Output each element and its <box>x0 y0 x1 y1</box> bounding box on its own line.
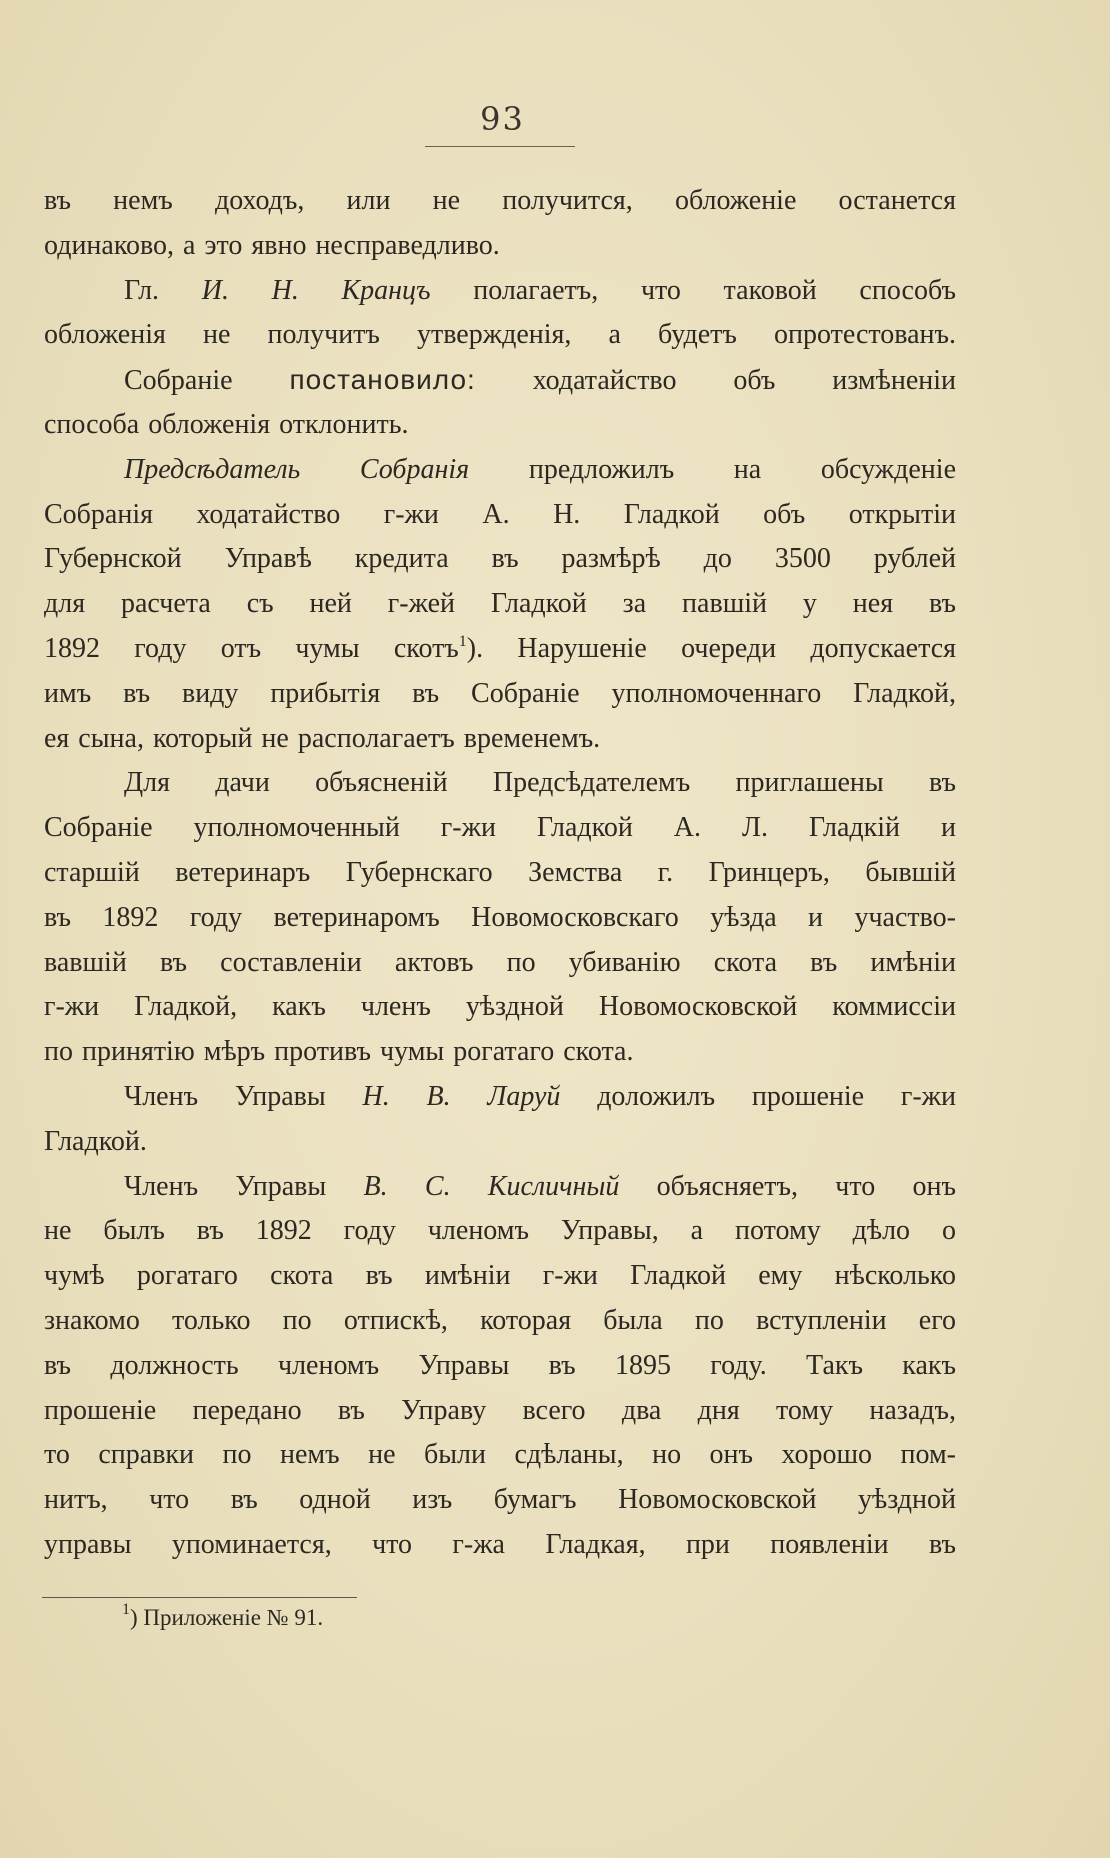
footnote-marker: 1 <box>122 1601 130 1618</box>
text-line: Членъ Управы Н. В. Ларуй доложилъ прошеніе г-жи <box>124 1080 956 1112</box>
person-name: И. Н. Кранцъ <box>201 274 431 306</box>
text-line: не былъ въ 1892 году членомъ Управы, а потому дѣло о <box>44 1215 956 1247</box>
text-line: обложенія не получитъ утвержденія, а будетъ опротестованъ. <box>44 319 956 351</box>
text-line: нитъ, что въ одной изъ бумагъ Новомосковской уѣздной <box>44 1484 956 1516</box>
text-line: въ немъ доходъ, или не получится, обложеніе останется <box>44 185 956 216</box>
text-line: Губернской Управѣ кредита въ размѣрѣ до 3500 рублей <box>44 543 956 575</box>
text-line: въ должность членомъ Управы въ 1895 году. Такъ какъ <box>44 1349 956 1381</box>
text-line: въ 1892 году ветеринаромъ Новомосковскаго уѣзда и участво- <box>44 901 956 933</box>
person-name: Н. В. Ларуй <box>362 1080 561 1112</box>
text-line: имъ въ виду прибытія въ Собраніе уполномоченнаго Гладкой, <box>44 677 956 709</box>
text-line: Членъ Управы В. С. Кисличный объясняетъ, что онъ <box>124 1170 956 1202</box>
body-text <box>44 179 956 1568</box>
text-line: то справки по немъ не были сдѣланы, но онъ хорошо пом- <box>44 1439 956 1471</box>
text-line: Гладкой. <box>44 1125 147 1157</box>
page-number: 93 <box>480 100 525 138</box>
footnote-text: ) Приложеніе № 91. <box>130 1605 324 1630</box>
text-line: Собраніе постановило: ходатайство объ измѣненіи <box>124 364 956 397</box>
text-line: чумѣ рогатаго скота въ имѣніи г-жи Гладкой ему нѣсколько <box>44 1260 956 1292</box>
footnote-ref: 1 <box>458 632 467 650</box>
person-title: Предсѣдатель Собранія <box>124 453 470 485</box>
text-line: знакомо только по отпискѣ, которая была по вступленіи его <box>44 1304 956 1336</box>
footnote-rule <box>42 1597 357 1598</box>
text-line: г-жи Гладкой, какъ членъ уѣздной Новомосковской коммиссіи <box>44 991 956 1023</box>
text-line: ея сына, который не располагаетъ временемъ. <box>44 722 601 754</box>
page-number-rule <box>425 146 575 147</box>
text-line: прошеніе передано въ Управу всего два дня тому назадъ, <box>44 1394 956 1426</box>
text-line: Собранія ходатайство г-жи А. Н. Гладкой объ открытіи <box>44 498 956 530</box>
resolution-word: постановило: <box>289 364 476 396</box>
text-line: старшій ветеринаръ Губернскаго Земства г. Гринцеръ, бывшій <box>44 856 956 888</box>
text-line: Гл. И. Н. Кранцъ полагаетъ, что таковой способъ <box>124 274 956 306</box>
text-line: для расчета съ ней г-жей Гладкой за павшій у нея въ <box>44 588 956 620</box>
footnote <box>122 1601 324 1631</box>
text-line: способа обложенія отклонить. <box>44 408 409 440</box>
text-line: вавшій въ составленіи актовъ по убиванію скота въ имѣніи <box>44 946 956 978</box>
text-line: управы упоминается, что г-жа Гладкая, при появленіи въ <box>44 1528 956 1560</box>
text-line: 1892 году отъ чумы скотъ$^1$). Нарушеніе очереди допускается <box>44 632 956 664</box>
text-line: одинаково, а это явно несправедливо. <box>44 229 500 261</box>
text-line: Для дачи объясненій Предсѣдателемъ приглашены въ <box>124 767 956 799</box>
text-line: Предсѣдатель Собранія предложилъ на обсужденіе <box>124 453 956 485</box>
text-line: по принятію мѣръ противъ чумы рогатаго скота. <box>44 1036 634 1068</box>
person-name: В. С. Кисличный <box>363 1170 620 1202</box>
text-line: Собраніе уполномоченный г-жи Гладкой А. Л. Гладкій и <box>44 812 956 844</box>
